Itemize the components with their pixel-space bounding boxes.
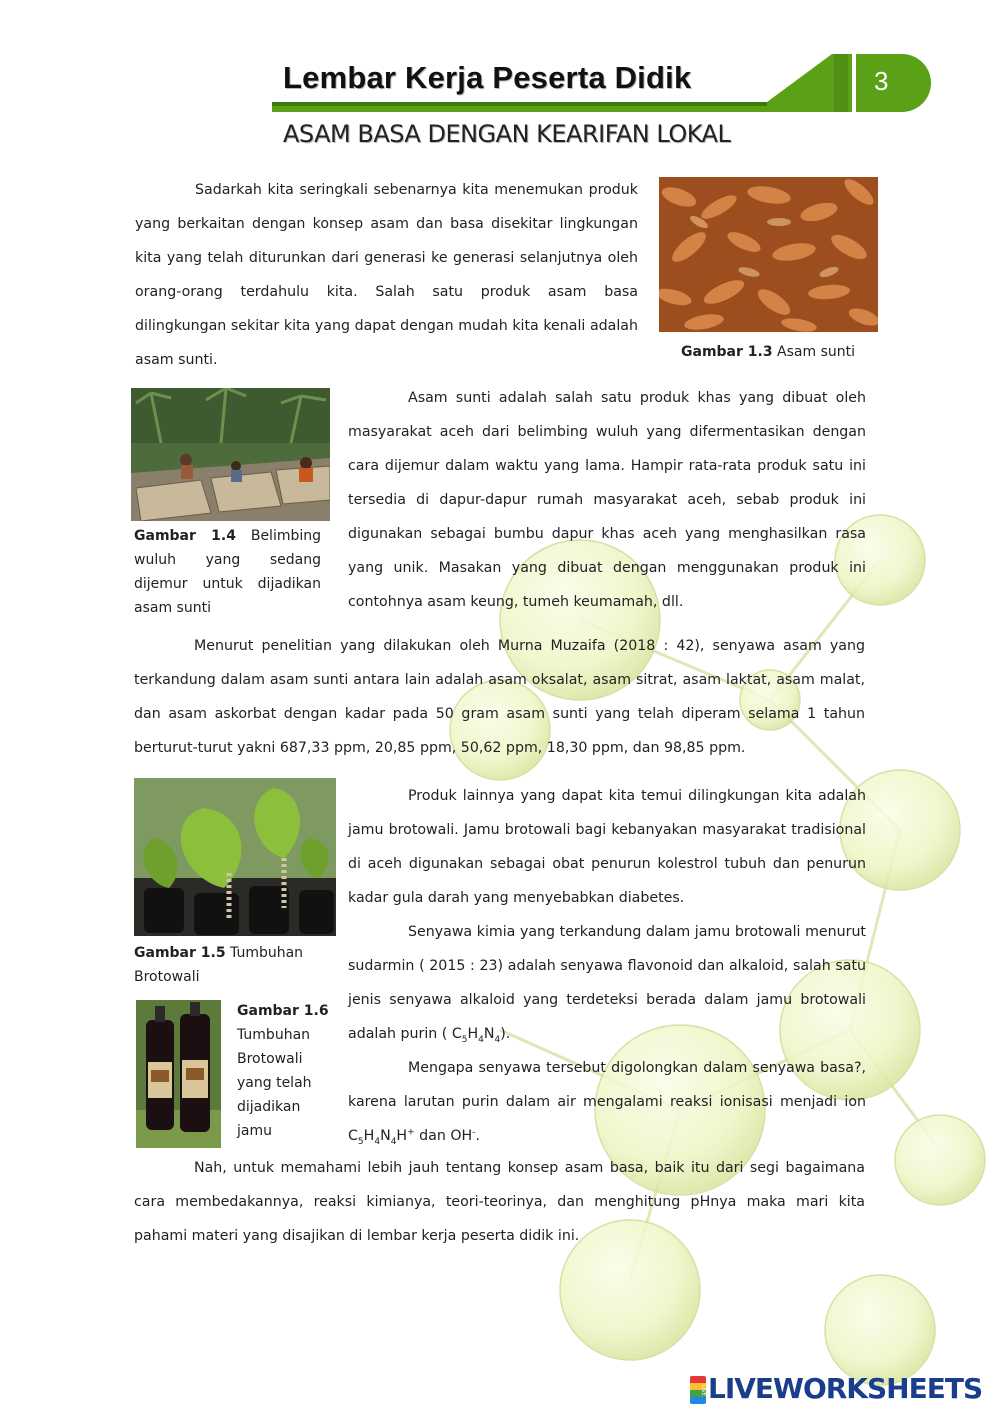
caption-text: Tumbuhan Brotowali bbox=[134, 945, 304, 985]
figure-1-4-caption bbox=[134, 524, 321, 620]
page-subtitle: ASAM BASA DENGAN KEARIFAN LOKAL bbox=[283, 120, 731, 148]
paragraph-intro-text: Sadarkah kita seringkali sebenarnya kita menemukan produk yang berkaitan dengan konsep asam dan basa disekitar lingkungan kita yang telah diturunkan dari generasi ke generasi selanjutnya oleh orang-orang terdahulu kita. Salah satu produk asam basa dilingkungan sekitar kita yang dapat dengan mudah kita kenali adalah asam sunti. bbox=[135, 182, 638, 368]
paragraph-ionisasi: Mengapa senyawa tersebut digolongkan dalam senyawa basa?, karena larutan purin dalam air mengalami reaksi ionisasi menjadi ion $C_5H_4N_4H^+$ dan OH-. bbox=[348, 1060, 866, 1147]
logo-badge: LIVE bbox=[690, 1376, 706, 1404]
figure-brotowali-plant-photo bbox=[134, 778, 336, 936]
molecule-bubble bbox=[825, 1275, 935, 1385]
header-stripe bbox=[834, 54, 848, 112]
paragraph-closing bbox=[134, 1151, 865, 1253]
paragraph-closing-text: Nah, untuk memahami lebih jauh tentang konsep asam basa, baik itu dari segi bagaimana cara membedakannya, reaksi kimianya, teori-teorinya, dan menghitung pHnya maka mari kita pahami materi yang disajikan di lembar kerja peserta didik ini. bbox=[134, 1160, 865, 1244]
liveworksheets-logo[interactable] bbox=[690, 1374, 990, 1406]
figure-belimbing-drying-photo bbox=[131, 388, 330, 521]
page-title: Lembar Kerja Peserta Didik bbox=[283, 60, 692, 95]
molecule-bubble bbox=[895, 1115, 985, 1205]
header-underline-highlight bbox=[272, 102, 767, 106]
figure-jamu-bottles-photo bbox=[136, 1000, 221, 1148]
paragraph-jamu: Produk lainnya yang dapat kita temui dilingkungan kita adalah jamu brotowali. Jamu brotowali bagi kebanyakan masyarakat tradisional di aceh digunakan sebagai obat penurun kolestrol tubuh dan penurun kadar gula darah yang menyebabkan diabetes. bbox=[348, 788, 866, 906]
caption-text: Belimbing wuluh yang sedang dijemur untuk dijadikan asam sunti bbox=[134, 528, 322, 616]
caption-text: Asam sunti bbox=[772, 344, 855, 360]
caption-label: Gambar 1.6 bbox=[237, 1003, 329, 1019]
logo-text: LIVEWORKSHEETS bbox=[708, 1372, 983, 1405]
paragraph-asam-sunti bbox=[348, 381, 866, 619]
page-number-tab bbox=[856, 54, 931, 112]
page-number: 3 bbox=[874, 66, 889, 96]
caption-label: Gambar 1.5 bbox=[134, 945, 226, 961]
paragraph-asam-sunti-text: Asam sunti adalah salah satu produk khas yang dibuat oleh masyarakat aceh dari belimbing wuluh yang difermentasikan dengan cara dijemur dalam waktu yang lama. Hampir rata-rata produk satu ini tersedia di dapur-dapur rumah masyarakat aceh, sebab produk ini digunakan sebagai bumbu dapur khas aceh yang menghasilkan rasa yang unik. Masakan yang dibuat dengan menggunakan produk ini contohnya asam keung, tumeh keumamah, dll. bbox=[348, 390, 866, 610]
paragraph-brotowali-block bbox=[348, 779, 866, 1153]
caption-label: Gambar 1.3 bbox=[681, 344, 773, 360]
paragraph-penelitian bbox=[134, 629, 865, 765]
paragraph-senyawa: Senyawa kimia yang terkandung dalam jamu brotowali menurut sudarmin ( 2015 : 23) adalah senyawa flavonoid dan alkaloid, salah satu jenis senyawa alkaloid yang terdeteksi berada dalam jamu brotowali adalah purin ( $C_5H_4N_4$). bbox=[348, 924, 866, 1045]
caption-text: Tumbuhan Brotowali yang telah dijadikan jamu bbox=[237, 1027, 312, 1139]
paragraph-intro bbox=[135, 173, 638, 377]
figure-1-3-caption bbox=[681, 340, 881, 364]
figure-1-5-caption bbox=[134, 941, 324, 989]
figure-1-6-caption bbox=[237, 999, 332, 1143]
paragraph-penelitian-text: Menurut penelitian yang dilakukan oleh Murna Muzaifa (2018 : 42), senyawa asam yang terkandung dalam asam sunti antara lain adalah asam oksalat, asam sitrat, asam laktat, asam malat, dan asam askorbat dengan kadar pada 50 gram asam sunti yang telah diperam selama 1 tahun berturut-turut yakni 687,33 ppm, 20,85 ppm, 50,62 ppm, 18,30 ppm, dan 98,85 ppm. bbox=[134, 638, 865, 756]
figure-asam-sunti-photo bbox=[659, 177, 878, 332]
caption-label: Gambar 1.4 bbox=[134, 528, 236, 544]
